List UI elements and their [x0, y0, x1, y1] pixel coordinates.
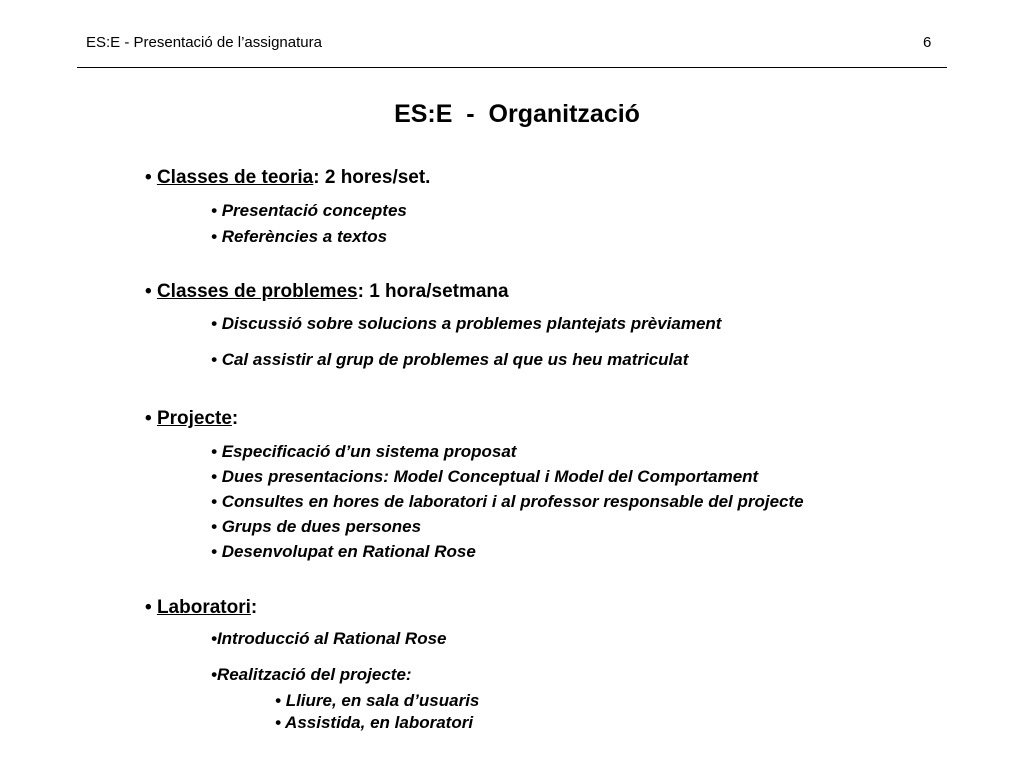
sub-list-item — [275, 691, 479, 711]
list-item — [211, 665, 412, 685]
bullet: • — [145, 597, 152, 618]
list-item-text: Especificació d’un sistema proposat — [221, 442, 517, 461]
list-item — [211, 350, 688, 370]
bullet: • — [275, 713, 281, 732]
bullet: • — [145, 408, 152, 429]
list-item-text: Desenvolupat en Rational Rose — [221, 542, 476, 561]
list-item-text: Referències a textos — [221, 227, 388, 246]
list-item-text: Realització del projecte: — [216, 665, 412, 684]
sub-list-item — [275, 713, 473, 733]
bullet: • — [211, 467, 217, 486]
bullet: • — [211, 542, 217, 561]
section-problems — [145, 281, 509, 303]
section-label: Classes de problemes — [156, 281, 358, 302]
list-item-text: Presentació conceptes — [221, 201, 407, 220]
header-title: ES:E - Presentació de l’assignatura — [86, 34, 322, 51]
header-divider — [77, 67, 947, 68]
section-label: Laboratori — [156, 597, 251, 618]
bullet: • — [211, 314, 217, 333]
bullet: • — [275, 691, 281, 710]
page-number: 6 — [923, 34, 932, 51]
bullet: • — [211, 665, 217, 684]
bullet: • — [145, 281, 152, 302]
section-suffix: : — [231, 408, 239, 429]
list-item — [211, 227, 387, 247]
list-item-text: Cal assistir al grup de problemes al que us heu matriculat — [221, 350, 689, 369]
bullet: • — [211, 629, 217, 648]
section-suffix: : 2 hores/set. — [313, 167, 431, 188]
section-suffix: : 1 hora/setmana — [357, 281, 509, 302]
list-item-text: Introducció al Rational Rose — [216, 629, 447, 648]
list-item — [211, 629, 447, 649]
section-laboratory — [145, 597, 257, 619]
bullet: • — [211, 492, 217, 511]
list-item — [211, 442, 516, 462]
section-label: Projecte — [156, 408, 232, 429]
bullet: • — [145, 167, 152, 188]
list-item-text: Assistida, en laboratori — [285, 713, 474, 732]
section-theory — [145, 167, 430, 189]
list-item-text: Lliure, en sala d’usuaris — [285, 691, 480, 710]
bullet: • — [211, 350, 217, 369]
list-item — [211, 314, 721, 334]
list-item — [211, 467, 758, 487]
bullet: • — [211, 517, 217, 536]
bullet: • — [211, 442, 217, 461]
section-project — [145, 408, 238, 430]
list-item-text: Discussió sobre solucions a problemes plantejats prèviament — [221, 314, 722, 333]
list-item — [211, 542, 476, 562]
slide-title: ES:E - Organització — [394, 100, 640, 128]
list-item — [211, 517, 421, 537]
list-item-text: Dues presentacions: Model Conceptual i Model del Comportament — [221, 467, 759, 486]
bullet: • — [211, 201, 217, 220]
list-item-text: Grups de dues persones — [221, 517, 422, 536]
list-item-text: Consultes en hores de laboratori i al professor responsable del projecte — [221, 492, 804, 511]
bullet: • — [211, 227, 217, 246]
list-item — [211, 201, 407, 221]
list-item — [211, 492, 804, 512]
section-suffix: : — [250, 597, 258, 618]
section-label: Classes de teoria — [156, 167, 314, 188]
